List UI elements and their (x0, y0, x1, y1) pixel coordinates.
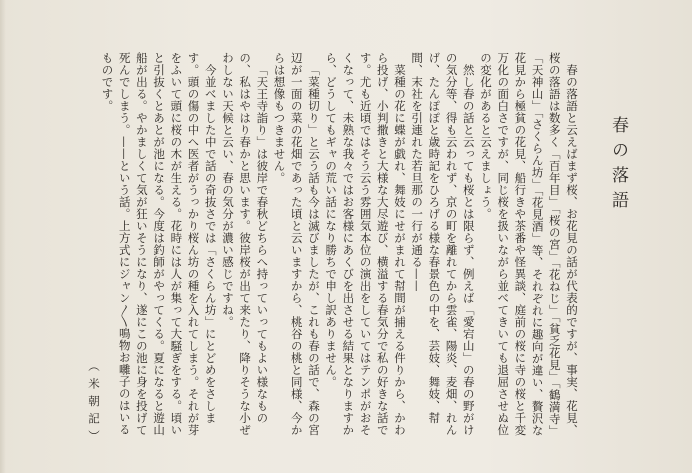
paragraph-2: 然し春の話と云っても桜とは限らず、例えば「愛宕山」の春の野がけの気分等、得も云われず、京の町を離れてから雲雀、陽炎、麦畑、れんげ、たんぽぽと歳時記をひろげる様な春景色の中を、芸妓、舞妓、幇間、末社を引連れた若旦那の一行が通る—— (410, 52, 476, 436)
paragraph-3: 菜種の花に蝶が戯れ、舞妓にせがまれて幇間が捕える件りから、かわら投げ、小判撒きと大様な大尽遊び、横溢する春気分で私の好きな話です。尤も近頃ではそう云う雰囲気本位の演出をしていてはテンポがおそくなって、未熟な我々ではお客様にあくびを出させる結果となりますから、どうしてもギャの荒い話になり勝ちで申し訳ありません。 (324, 52, 407, 436)
paragraph-4: 「菜種切り」と云う話も今は滅びましたが、これも春の話で、森の宮辺が一面の菜の花畑であった頃と云いますから、桃谷の桃と同様、今からは想像もつきません。 (272, 52, 321, 436)
page-title: 春の落語 (608, 116, 628, 216)
paragraph-5: 「天王寺詣り」は彼岸で春秋どちらへ持っていってもよい様なものの、私はやはり春かと思います。彼岸桜が出て来たり、降りそうな小ぜわしない天候と云い、春の気分が濃い感じですね。 (220, 52, 270, 436)
article-body (60, 52, 580, 442)
page-edge-shadow (0, 0, 6, 473)
paragraph-6: 今並べました中で話の奇抜さでは「さくらん坊」にとどめをさします。頭の傷の中へ医者がうっかり桜ん坊の種を入れてしまう。それが芽をふいて頭に桜の木が生える。花時には人が集って大騒ぎをする。頃いと引抜くとあとが池になる。今度は釣師がやってくる。夏になると遊山船が出る。やかましくて気が狂いそうになり、遂にこの池に身を投げて死んでしまう。——という話。上方式にジャン〳〵鳴物お囃子のはいるものです。 (100, 52, 218, 436)
paragraph-1: 春の落語と云えばまず桜、お花見の話が代表的ですが、事実、花見、桜の落語は数多く「百年目」「桜の宮」「花ねじ」「貧乏花見」「鶴満寺」「天神山」「さくらん坊」「花見酒」等、それぞれに趣向が違い、贅沢な花見から極貧の花見、船行きや茶番や怪異談、庭前の桜に寺の桜と千変万化の面白さですが、同じ桜を扱いながら並べてきいても退屈させぬ位の変化があると云えましょう。 (478, 52, 579, 437)
author-signature: （米朝記） (87, 360, 101, 448)
